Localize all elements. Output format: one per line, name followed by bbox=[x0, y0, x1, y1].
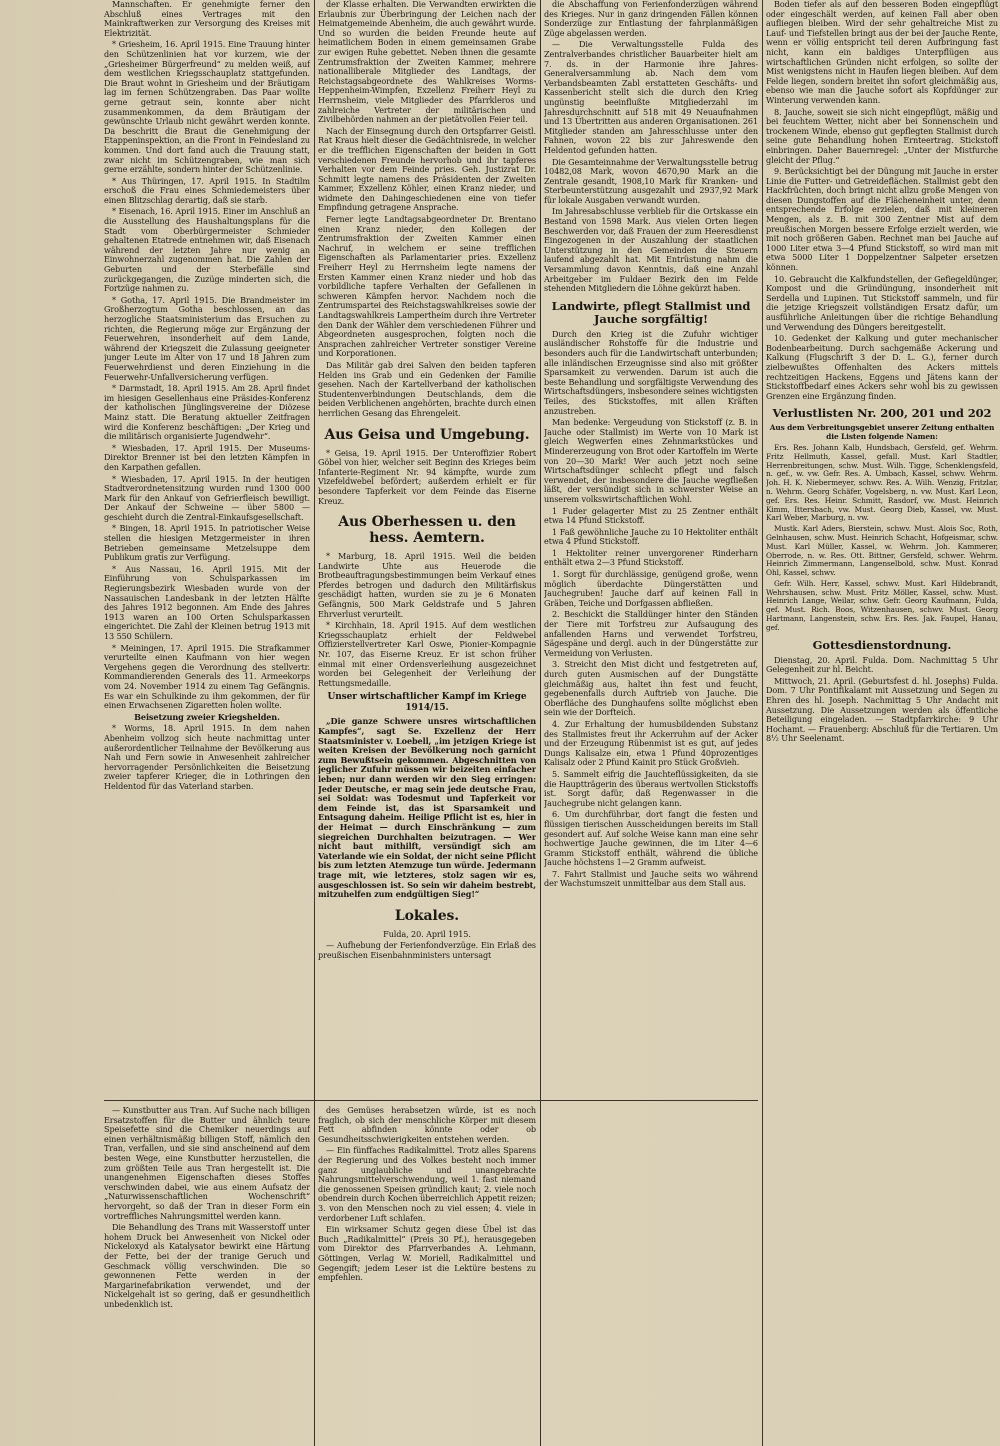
paragraph: Im Jahresabschlusse verblieb für die Ortskasse ein Bestand von 1598 Mark. Aus vielen Orten liegen Beschwerden vor, daß Frauen der zum Heeresdienst Eingezogenen in der Auszahlung der staatlichen Unterstützung in den Gemeinden die Steuern laufend abgezahlt hat. Mit Entrüstung nahm die Versammlung davon Kenntnis, daß eine Anzahl Arbeitgeber im Fuldaer Bezirk den im Felde stehenden Mitgliedern die Löhne gekürzt haben. bbox=[544, 206, 758, 294]
casualty-list: Ers. Res. Johann Kalb, Hundsbach, Gersfeld, gef. Wehrm. Fritz Hellmuth, Kassel, gefall. Must. Karl Stadtler, Herrenbreitungen, schw. Must. Wilh. Tigge, Schenklengsfeld, n. gef., w. vw. Gefr. Res. A. Umbach, Kassel, schwv. Wehrm. Joh. H. K. Niebermeyer, schwv. Res. A. Wilh. Wenzig, Fritzlar, n. Wehrm. Georg Schäfer, Vogelsberg, n. vw. Must. Karl Leon, gef. Ers. Res. Heinr. Schmitt, Rasdorf, vw. Must. Heinrich Kimm, Ittersbach, vw. Must. Georg Dieb, Kassel, vw. Must. Karl Weber, Marburg, n. vw. bbox=[766, 442, 998, 523]
paragraph: 9. Berücksichtigt bei der Düngung mit Jauche in erster Linie die Futter- und Getreideflächen. Stallmist gebt den Hackfrüchten, doch bringt nicht allzu große Mengen von diesen Dungstoffen auf die Flächeneinheit unter, denn entsprechende Erfolge erzielen, daß mit kleineren Mengen, als z. B. mit 300 Zentner Mist auf dem preußischen Morgen bessere Erfolge erzielt werden, wie mit noch größeren Gaben. Rechnet man bei Jauche auf 1000 Liter etwa 3—4 Pfund Stickstoff, so wird man mit etwa 5000 Liter 1 Doppelzentner Salpeter ersetzen können. bbox=[766, 166, 998, 273]
casualty-list: Gefr. Wilh. Herr, Kassel, schwv. Must. Karl Hildebrandt, Wehrshausen, schw. Must. Fritz Möller, Kassel, schw. Must. Heinrich Lange, Weilar, schw. Gefr. Georg Kaufmann, Fulda, gef. Must. Rich. Boos, Witzenhausen, schwv. Must. Georg Hartmann, Langenstein, schw. Ers. Res. Jak. Faupel, Hanau, gef. bbox=[766, 578, 998, 632]
paragraph: * Worms, 18. April 1915. In dem nahen Abenheim vollzog sich heute nachmittag unter außerordentlicher Teilnahme der Bevölkerung aus Nah und Fern sowie in Anwesenheit zahlreicher hervorragender Persönlichkeiten die Beisetzung zweier tapferer Krieger, die in Lothringen den Heldentod für das Vaterland starben. bbox=[104, 723, 310, 791]
section-heading: Beisetzung zweier Kriegshelden. bbox=[134, 711, 280, 722]
paragraph: 1 Fuder gelagerter Mist zu 25 Zentner enthält etwa 14 Pfund Stickstoff. bbox=[544, 505, 758, 526]
paragraph: * Aus Thüringen, 17. April 1915. In Stadtilm erschoß die Frau eines Schmiedemeisters über einen Blitzschlag derartig, daß sie starb. bbox=[104, 175, 310, 205]
paragraph: Das Militär gab drei Salven den beiden tapferen Helden ins Grab und ein Gedenken der Familie gesehen. Nach der Kartellverband der katholischen Studentenverbindungen Deutschlands, dem die beiden Verblichenen angehörten, brachte durch einen herrlichen Gesang das Ehrengeleit. bbox=[318, 359, 536, 418]
column-1-bottom bbox=[104, 1106, 310, 1311]
paragraph: Boden tiefer als auf den besseren Boden eingepflügt oder eingeschält werden, auf keinen Fall aber oben aufliegen bleiben. Wird der sehr gehaltreiche Mist zu Lauf- und Tiefstellen bringt aus der bei der Jauche Rente, wenn er völlig entspricht teil deren Aufbringung fast nicht, kann ein baldiges Unterpflügen aus wirtschaftlichen Gründen nicht erfolgen, so sollte der Mist wenigstens nicht in Haufen liegen bleiben. Auf dem Felde liegen, sondern breitet ihn sofort gleichmäßig aus, ebenso wie man die Jauche sofort als Kopfdünger zur Winterung verwenden kann. bbox=[766, 0, 998, 105]
paragraph: 7. Fahrt Stallmist und Jauche seits wo während der Wachstumszeit unmittelbar aus dem Stall aus. bbox=[544, 868, 758, 889]
paragraph: Dienstag, 20. April. Fulda. Dom. Nachmittag 5 Uhr Gelegenheit zur hl. Beicht. bbox=[766, 654, 998, 675]
paragraph: — Kunstbutter aus Tran. Auf Suche nach billigen Ersatzstoffen für die Butter und ähnlich teure Speisefette sind die Chemiker neuerdings auf einen verhältnismäßig billigen Stoff, nämlich den Tran, verfallen, und sie sind anscheinend auf dem besten Wege, eine Kunstbutter herzustellen, die zum größten Teile aus Tran hergestellt ist. Die unangenehmen Eigenschaften dieses Stoffes verschwinden dabei, wie aus einem Aufsatz der „Naturwissenschaftlichen Wochenschrift“ hervorgeht, so daß der Tran in dieser Form ein vortreffliches Nahrungsmittel werden kann. bbox=[104, 1105, 310, 1221]
paragraph: 8. Jauche, soweit sie sich nicht eingepflügt, mäßig und bei feuchtem Wetter, nicht aber bei Sonnenschein und trockenem Winde, ebenso gut gepflegten Stallmist durch seine gute Behandlung hohen Ernteertrag. Stickstoff einbringen. Daher Bauernregel: „Unter der Mistfurche gleicht der Pflug.“ bbox=[766, 106, 998, 165]
paragraph: * Gotha, 17. April 1915. Die Brandmeister im Großherzogtum Gotha beschlossen, an das herzogliche Staatsministerium das Ersuchen zu richten, die Regierung möge zur Ergänzung der Feuerwehren, insonderheit auf dem Lande, während der Kriegszeit die Zulassung geeigneter junger Leute im Alter von 17 und 18 Jahren zum Feuerwehrdienst und deren Einziehung in die Feuerwehr-Unfallversicherung verfügen. bbox=[104, 294, 310, 382]
paragraph: Mittwoch, 21. April. (Geburtsfest d. hl. Josephs) Fulda. Dom. 7 Uhr Pontifikalamt mit Aussetzung und Segen zu Ehren des hl. Joseph. Nachmittag 5 Uhr Andacht mit Aussetzung. Die Aussetzungen werden als öffentliche Beteiligung eingeladen. — Stadtpfarrkirche: 9 Uhr Hochamt. — Frauenberg: Abschluß für die Tertiaren. Um 8½ Uhr Seelenamt. bbox=[766, 675, 998, 744]
column-divider bbox=[540, 0, 541, 1446]
column-2 bbox=[318, 0, 536, 1446]
paragraph: Nach der Einsegnung durch den Ortspfarrer Geistl. Rat Kraus hielt dieser die Gedächtnisrede, in welcher er die trefflichen Eigenschaften der beiden in Gott verschiedenen Freunde hervorhob und ihr tapferes Verhalten vor dem Feinde pries. Geh. Justizrat Dr. Schmitt legte namens des Präsidenten der Zweiten Kammer, Exzellenz Köhler, einen Kranz nieder, und widmete den Dahingeschiedenen eine von tiefer Empfindung getragene Ansprache. bbox=[318, 125, 536, 213]
section-heading: Verlustlisten Nr. 200, 201 und 202 bbox=[772, 406, 992, 421]
paragraph: 6. Um durchführbar, dort fangt die festen und flüssigen tierischen Ausscheidungen bereits im Stall gesondert auf. Auf solche Weise kann man eine sehr hochwertige Jauche gewinnen, die im Liter 4—6 Gramm Stickstoff enthält, während die übliche Jauche höchstens 1—2 Gramm aufweist. bbox=[544, 809, 758, 868]
paragraph: 4. Zur Erhaltung der humusbildenden Substanz des Stallmistes freut ihr Ackerruhm auf der Acker und der Erzeugung Rübenmist ist es gut, auf jedes Dungs Kalisalze ein, etwa 1 Pfund 40prozentiges Kalisalz oder 2 Pfund Kainit pro Stück Großvieh. bbox=[544, 718, 758, 768]
section-divider bbox=[104, 1100, 758, 1101]
paragraph: * Marburg, 18. April 1915. Weil die beiden Landwirte Uhte aus Heuerode die Brotbeauftragungsbestimmungen beim Verkauf eines Pferdes betrogen und dadurch den Militärfiskus geschädigt hatten, wurden sie zu je 6 Monaten Gefängnis, 500 Mark Geldstrafe und 5 Jahren Ehrverlust verurteilt. bbox=[318, 551, 536, 619]
paragraph: 1. Sorgt für durchlässige, genügend große, wenn möglich überdachte Düngerstätten und Jauchegruben! Jauche darf auf keinen Fall in Gräben, Teiche und Dorfgassen abfließen. bbox=[544, 569, 758, 608]
paragraph: Durch den Krieg ist die Zufuhr wichtiger ausländischer Rohstoffe für die Industrie und besonders auch für die Landwirtschaft unterbunden; alle inländischen Erzeugnisse sind also mit größter Sparsamkeit zu verwenden. Darum ist auch die beste Behandlung und sorgfältigste Verwendung des Wirtschaftsdüngers, insbesondere seines wichtigsten Teiles, des Stickstoffes, mit allen Kräften anzustreben. bbox=[544, 328, 758, 416]
subheading: Aus dem Verbreitungsgebiet unserer Zeitung enthalten die Listen folgende Namen: bbox=[769, 423, 995, 442]
section-heading: Lokales. bbox=[394, 907, 460, 924]
paragraph: * Meiningen, 17. April 1915. Die Strafkammer verurteilte einen Kaufmann von hier wegen Vergehens gegen die Verordnung des stellvertr. Kommandierenden Generals des 11. Armeekorps vom 24. November 1914 zu einem Tag Gefängnis. Es war ein Schulkinde zu ihm gekommen, der für einen Erwachsenen Zigaretten holen wollte. bbox=[104, 642, 310, 711]
paragraph: * Griesheim, 16. April 1915. Eine Trauung hinter den Schützenlinien hat vor kurzem, wie der „Griesheimer Bürgerfreund“ zu melden weiß, auf dem westlichen Kriegsschauplatz stattgefunden. Die Braut wohnt in Griesheim und der Bräutigam lag im fernen Schützengraben. Das Paar wollte gerne getraut sein, konnte aber nicht zusammenkommen, da dem Bräutigam der gewünschte Urlaub nicht gewährt werden konnte. Da beschritt die Braut die Genehmigung der Etappeninspektion, an die Front in Feindesland zu kommen. Und dort fand auch die Trauung statt, zwar nicht im Schützengraben, wie man sich gerne erzählte, sondern hinter der Schützenlinie. bbox=[104, 39, 310, 175]
section-heading: Aus Oberhessen u. den hess. Aemtern. bbox=[338, 514, 516, 547]
paragraph: 3. Streicht den Mist dicht und festgetreten auf, durch guten Ausmischen auf der Dungstätte gleichmäßig aus, haltet ihn fest und feucht, gegebenenfalls durch Auftrieb von Jauche. Die Oberfläche des Dunghaufens sollte möglichst eben sein wie der Dorfteich. bbox=[544, 659, 758, 718]
paragraph: 1 Hektoliter reiner unvergorener Rinderharn enthält etwa 2—3 Pfund Stickstoff. bbox=[544, 547, 758, 568]
paragraph: 1 Faß gewöhnliche Jauche zu 10 Hektoliter enthält etwa 4 Pfund Stickstoff. bbox=[544, 526, 758, 547]
dateline: Fulda, 20. April 1915. bbox=[383, 928, 471, 939]
paragraph: * Darmstadt, 18. April 1915. Am 28. April findet im hiesigen Gesellenhaus eine Präsides-Konferenz der katholischen Jünglingsvereine der Diözese Mainz statt. Die Beratung aktueller Zeitfragen wird die Konferenz beschäftigen: „Der Krieg und die militärisch organisierte Jugendwehr“. bbox=[104, 383, 310, 442]
column-1 bbox=[104, 0, 310, 1446]
section-heading: Gottesdienstordnung. bbox=[812, 637, 952, 652]
paragraph: Die Gesamteinnahme der Verwaltungsstelle betrug 10482,08 Mark, wovon 4670,90 Mark an die Zentrale gesandt, 1908,10 Mark für Kranken- und Sterbeunterstützung ausgezahlt und 2937,92 Mark für lokale Ausgaben verwandt wurden. bbox=[544, 156, 758, 205]
paragraph: 10. Gedenket der Kalkung und guter mechanischer Bodenbearbeitung. Durch sachgemäße Ackerung und Kalkung (Flugschrift 3 der D. L. G.), ferner durch zielbewußtes Offenhalten des Ackers mittels rechtzeitigen Hackens, Eggens und Jätens kann der Stickstoffbedarf eines Ackers sehr wohl bis zu gewissen Grenzen eine Ergänzung finden. bbox=[766, 333, 998, 401]
paragraph: „Die ganze Schwere unsres wirtschaftlichen Kampfes“, sagt Se. Exzellenz der Herr Staatsminister v. Loebell, „im jetzigen Kriege ist weiten Kreisen der Bevölkerung noch garnicht zum Bewußtsein gekommen. Abgeschnitten von jeglicher Zufuhr müssen wir beizeiten einfacher leben; nur dann werden wir den Sieg erringen: Jeder Deutsche, er mag sein jede deutsche Frau, sei Soldat: was Todesmut und Tapferkeit vor dem Feinde ist, das ist Sparsamkeit und Entsagung daheim. Heilige Pflicht ist es, hier in der Heimat — durch Einschränkung — zum siegreichen Durchhalten beizutragen. — Wer nicht baut mithilft, versündigt sich am Vaterlande wie ein Soldat, der nicht seine Pflicht bis zum letzten Atemzuge tun würde. Jedermann trage mit, wie letzteres, stolz sagen wir es, ausgeschlossen ist. So sein wir daheim bestrebt, mitzuhelfen zum endgültigen Sieg!“ bbox=[318, 716, 536, 900]
paragraph: 2. Beschickt die Stalldünger hinter den Ständen der Tiere mit Torfstreu zur Aufsaugung des anfallenden Harns und verwendet Torfstreu, Sägespäne und dergl. auch in der Düngerstätte zur Vermeidung von Verlusten. bbox=[544, 609, 758, 658]
paragraph: Die Behandlung des Trans mit Wasserstoff unter hohem Druck bei Anwesenheit von Nickel oder Nickeloxyd als Katalysator bewirkt eine Härtung der Fette, bei der der tranige Geruch und Geschmack völlig verschwinden. Die so gewonnenen Fette werden in der Margarinefabrikation verwendet, und der Nickelgehalt ist so gering, daß er gesundheitlich unbedenklich ist. bbox=[104, 1222, 310, 1309]
paragraph: — Aufhebung der Ferienfondverzüge. Ein Erlaß des preußischen Eisenbahnministers untersagt bbox=[318, 940, 536, 960]
column-3 bbox=[544, 0, 758, 1446]
column-divider bbox=[314, 0, 315, 1446]
paragraph: * Kirchhain, 18. April 1915. Auf dem westlichen Kriegsschauplatz erhielt der Feldwebel Offizierstellvertreter Karl Oswe, Pionier-Kompagnie Nr. 107, das Eiserne Kreuz. Er ist schon früher einmal mit einer Ordensverleihung ausgezeichnet worden bei Gelegenheit der Verleihung der Rettungsmedaille. bbox=[318, 620, 536, 688]
casualty-list: Mustk. Karl Aders, Bierstein, schwv. Must. Alois Soc, Roth, Gelnhausen, schw. Must. Heinrich Schacht, Hofgeismar, schw. Must. Karl Müller, Kassel, w. Wehrm. Joh. Kammerer, Oberrode, n. w. Res. Ott. Bittner, Gersfeld, schwer. Wehrm. Heinrich Zimmermann, Langenselbold, schw. Must. Konrad Ohl, Kassel, schwv. bbox=[766, 524, 998, 578]
paragraph: der Klasse erhalten. Die Verwandten erwirkten die Erlaubnis zur Überbringung der Leichen nach der Heimatgemeinde Abenheim, die auch gewährt wurde. Und so wurden die beiden Freunde heute auf heimatlichem Boden in einem gemeinsamen Grabe zur ewigen Ruhe gebettet. Neben ihnen die gesamte Zentrumsfraktion der Zweiten Kammer, mehrere nationalliberale Mitglieder des Landtags, der Reichstagsabgeordnete des Wahlkreises Worms-Heppenheim-Wimpfen, Exzellenz Freiherr Heyl zu Herrnsheim, viele Mitglieder des Pfarrkleros und zahlreiche Vertreter der militärischen und Zivilbehörden nahmen an der pietätvollen Feier teil. bbox=[318, 0, 536, 125]
paragraph: Ein wirksamer Schutz gegen diese Übel ist das Buch „Radikalmittel“ (Preis 30 Pf.), herausgegeben vom Direktor des Pfarrverbandes A. Lehmann, Göttingen, Verlag W. Moriell, Radikalmittel und Gegengift; jedem Leser ist die Lektüre bestens zu empfehlen. bbox=[318, 1224, 536, 1283]
paragraph: * Wiesbaden, 17. April 1915. In der heutigen Stadtverordnetensitzung wurden rund 1300 000 Mark für den Ankauf von Gefrierfleisch bewilligt. Der Ankauf der Schweine — über 5800 — geschieht durch die Zentral-Einkaufsgesellschaft. bbox=[104, 473, 310, 522]
paragraph: Man bedenke: Vergeudung von Stickstoff (z. B. in Jauche oder Stallmist) im Werte von 10 Mark ist gleich Wegwerfen eines Zehnmarkstückes und Mindererzeugung von Brot oder Kartoffeln im Werte von 20—30 Mark! Wer auch jetzt noch seine Wirtschaftsdünger schlecht pflegt und falsch verwendet, der insbesondere die Jauche wegfließen läßt, der versündigt sich in schwerster Weise an unserem volkswirtschaftlichen Wohl. bbox=[544, 417, 758, 504]
section-heading: Unser wirtschaftlicher Kampf im Kriege 1914/15. bbox=[327, 692, 527, 714]
paragraph: des Gemüses herabsetzen würde, ist es noch fraglich, ob sich der menschliche Körper mit diesem Fett abfinden könnte oder ob Gesundheitsschwierigkeiten entstehen werden. bbox=[318, 1105, 536, 1144]
section-heading: Landwirte, pflegt Stallmist und Jauche sorgfältig! bbox=[551, 298, 751, 326]
paragraph: Mannschaften. Er genehmigte ferner den Abschluß eines Vertrages mit den Mainkraftwerken zur Versorgung des Kreises mit Elektrizität. bbox=[104, 0, 310, 38]
column-divider bbox=[762, 0, 763, 1446]
paragraph: die Abschaffung von Ferienfonderzügen während des Krieges. Nur in ganz dringenden Fällen können Sonderzüge zur Entlastung der fahrplanmäßigen Züge abgelassen werden. bbox=[544, 0, 758, 38]
paragraph: — Die Verwaltungsstelle Fulda des Zentralverbandes christlicher Bauarbeiter hielt am 7. ds. in der Harmonie ihre Jahres-Generalversammlung ab. Nach dem vom Verbandsbeamten Zabl erstatteten Geschäfts- und Kassenbericht stellt sich die durch den Krieg ungünstig beeinflußte Mitgliederzahl im Jahresdurchschnitt auf 518 mit 49 Neuaufnahmen und 13 Übertritten aus anderen Organisationen. 261 Mitglieder standen am Jahresschlusse unter den Fahnen, wovon 22 bis zur Jahreswende den Heldentod gefunden hatten. bbox=[544, 39, 758, 155]
column-2-bottom bbox=[318, 1106, 536, 1285]
section-heading: Aus Geisa und Umgebung. bbox=[324, 426, 530, 443]
paragraph: — Ein fünffaches Radikalmittel. Trotz alles Sparens der Regierung und des Volkes besteht noch immer ganz unglaubliche und unangebrachte Nahrungsmittelverschwendung, weil 1. fast niemand die genossenen Speisen gründlich kaut; 2. viele noch obendrein durch Kochen überreichlich Appetit reizen; 3. von den Menschen noch zu viel essen; 4. viele in verdorbener Luft schlafen. bbox=[318, 1145, 536, 1223]
paragraph: * Eisenach, 16. April 1915. Einer im Anschluß an die Ausstellung des Haushaltungsplans für die Stadt vom Oberbürgermeister Schmieder gehaltenen Etatrede entnehmen wir, daß Eisenach während der letzten Jahre nur wenig an Einwohnerzahl zugenommen hat. Die Zahlen der Geburten und der Sterbefälle sind zurückgegangen, die Zuzüge minderten sich, die Fortzüge nahmen zu. bbox=[104, 206, 310, 294]
paragraph: 10. Gebraucht die Kalkfundstellen, der Gefiegeldünger, Kompost und die Gründüngung, insonderheit mit Serdella und Lupinen. Tut Stickstoff sammeln, und für die jetzige Kriegszeit vollständigen Ersatz dafür, um ausführliche Anleitungen über die richtige Behandlung und Verwendung des Düngers bereitgestellt. bbox=[766, 273, 998, 332]
paragraph: * Aus Nassau, 16. April 1915. Mit der Einführung von Schulsparkassen im Regierungsbezirk Wiesbaden wurde von der Nassauischen Landesbank in der letzten Hälfte des Jahres 1912 begonnen. Am Ende des Jahres 1913 waren an 100 Orten Schulsparkassen eingerichtet. Die Zahl der Kleinen betrug 1913 mit 13 550 Schülern. bbox=[104, 563, 310, 641]
paragraph: Ferner legte Landtagsabgeordneter Dr. Brentano einen Kranz nieder, den Kollegen der Zentrumsfraktion der Zweiten Kammer einen Nachruf, in welchem er seine trefflichen Eigenschaften als Parlamentarier pries. Exzellenz Freiherr Heyl zu Herrnsheim legte namens der Ersten Kammer einen Kranz nieder und hob das vorbildliche tapfere Verhalten der Gefallenen in schweren Kämpfen hervor. Nachdem noch die Zentrumspartei des Reichstagswahlkreises sowie der Landtagswahlkreis Lampertheim durch ihre Vertreter den Dank der Wähler dem verschiedenen Führer und Abgeordneten ausgesprochen, folgten noch die Ansprachen zahlreicher Vertreter sonstiger Vereine und Korporationen. bbox=[318, 214, 536, 359]
paragraph: * Bingen, 18. April 1915. In patriotischer Weise stellen die hiesigen Metzgermeister in ihren Betrieben gemeinsame Metzelsuppe dem Publikum gratis zur Verfügung. bbox=[104, 523, 310, 563]
paragraph: * Geisa, 19. April 1915. Der Unteroffizier Robert Göbel von hier, welcher seit Beginn des Krieges beim Infanterie-Regiment Nr. 94 kämpfte, wurde zum Vizefeldwebel befördert; außerdem erhielt er für besondere Tapferkeit vor dem Feinde das Eiserne Kreuz. bbox=[318, 447, 536, 506]
paragraph: * Wiesbaden, 17. April 1915. Der Museums-Direktor Brenner ist bei den letzten Kämpfen in den Karpathen gefallen. bbox=[104, 442, 310, 472]
paragraph: 5. Sammelt eifrig die Jauchteflüssigkeiten, da sie die Hauptträgerin des überaus wertvollen Stickstoffs ist. Sorgt dafür, daß Regenwasser in die Jauchegrube nicht gelangen kann. bbox=[544, 768, 758, 808]
column-4 bbox=[766, 0, 998, 1446]
